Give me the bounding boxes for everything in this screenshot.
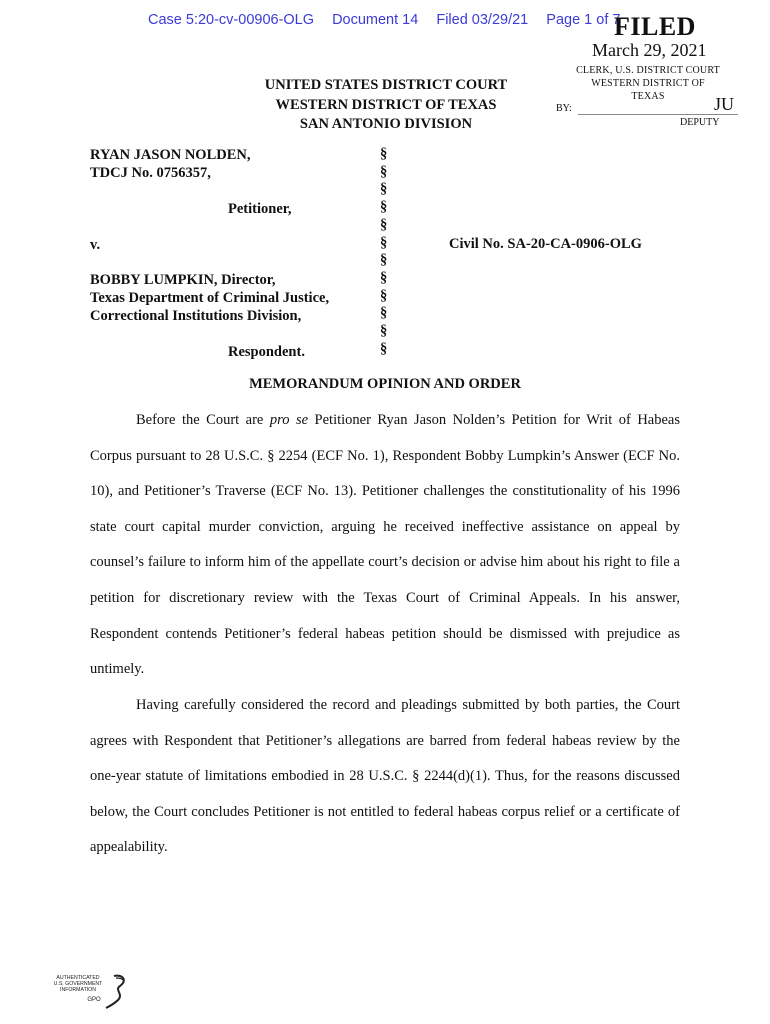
p1-text-b: Petitioner Ryan Jason Nolden’s Petition for Writ of Habeas Corpus pursuant to 28 U.S.C. § 2254 (ECF No. 1), Respondent Bobby Lumpkin’s Answer (ECF No. 10), and Petitioner’s Traverse (ECF No. 13). Petitioner challenges the constitutionality of his 1996 state court capital murder conviction, arguing he received ineffective assistance on appeal by counsel’s failure to inform him of the appellate court’s decision or advise him about his right to file a petition for discretionary review with the Texas Court of Criminal Appeals. In his answer, Respondent contends Petitioner’s federal habeas petition should be dismissed with prejudice as untimely. xyxy=(90,412,680,678)
court-line-1: UNITED STATES DISTRICT COURT xyxy=(264,77,508,93)
court-line-2: WESTERN DISTRICT OF TEXAS xyxy=(275,96,497,113)
section-mark-column xyxy=(380,146,387,358)
section-mark: § xyxy=(380,146,388,162)
body-paragraph-2 xyxy=(90,688,680,866)
gpo-authentication-logo xyxy=(44,972,134,1012)
clerk-block xyxy=(574,64,722,103)
court-line-3: SAN ANTONIO DIVISION xyxy=(299,116,473,132)
case-number: Case 5:20-cv-00906-OLG xyxy=(148,12,315,28)
page-indicator: Page 1 of 7 xyxy=(546,12,621,28)
civil-number: Civil No. SA-20-CA-0906-OLG xyxy=(449,236,642,252)
section-mark: § xyxy=(380,163,388,180)
eagle-icon xyxy=(106,976,124,1008)
section-mark: § xyxy=(380,216,388,233)
deputy-label: DEPUTY xyxy=(680,117,720,128)
respondent-line-3: Correctional Institutions Division, xyxy=(90,308,302,324)
section-mark: § xyxy=(380,269,388,286)
court-heading xyxy=(252,76,520,135)
section-mark: § xyxy=(380,181,388,198)
gpo-line-3: INFORMATION xyxy=(60,987,96,993)
respondent-line-2: Texas Department of Criminal Justice, xyxy=(90,290,330,306)
section-mark: § xyxy=(380,234,388,251)
clerk-line-1: CLERK, U.S. DISTRICT COURT xyxy=(576,65,720,76)
petitioner-id: TDCJ No. 0756357, xyxy=(90,165,211,181)
section-mark: § xyxy=(380,340,388,357)
section-mark: § xyxy=(380,199,388,216)
p1-text-a: Before the Court are xyxy=(136,412,270,428)
section-mark: § xyxy=(380,305,388,322)
document-number: Document 14 xyxy=(332,12,419,28)
filed-date-header: Filed 03/29/21 xyxy=(436,12,529,28)
ecf-header xyxy=(148,12,634,28)
deputy-initials: JU xyxy=(714,94,735,114)
gpo-mark: GPO xyxy=(87,997,101,1003)
document-title: MEMORANDUM OPINION AND ORDER xyxy=(249,376,521,392)
p2-text: Having carefully considered the record and pleadings submitted by both parties, the Court agrees with Respondent that Petitioner’s allegations are barred from federal habeas review by the one-year statute of limitations embodied in 28 U.S.C. § 2244(d)(1). Thus, for the reasons discussed below, the Court concludes Petitioner is not entitled to federal habeas corpus relief or a certificate of appealability. xyxy=(90,697,680,856)
section-mark: § xyxy=(380,252,388,269)
respondent-role: Respondent. xyxy=(228,344,305,360)
p1-italic: pro se xyxy=(269,412,309,428)
petitioner-name: RYAN JASON NOLDEN, xyxy=(90,147,251,163)
filed-stamp-label: FILED xyxy=(614,12,696,41)
clerk-line-2: WESTERN DISTRICT OF TEXAS xyxy=(591,78,705,102)
versus: v. xyxy=(90,237,101,253)
petitioner-role: Petitioner, xyxy=(228,201,292,217)
gpo-line-2: U.S. GOVERNMENT xyxy=(53,981,103,987)
by-label: BY: xyxy=(556,103,572,114)
respondent-line-1: BOBBY LUMPKIN, Director, xyxy=(90,272,276,288)
gpo-line-1: AUTHENTICATED xyxy=(56,975,100,981)
section-mark: § xyxy=(380,287,388,304)
filed-stamp-date: March 29, 2021 xyxy=(592,40,707,60)
section-mark: § xyxy=(380,323,388,340)
body-paragraph-1 xyxy=(90,403,680,688)
